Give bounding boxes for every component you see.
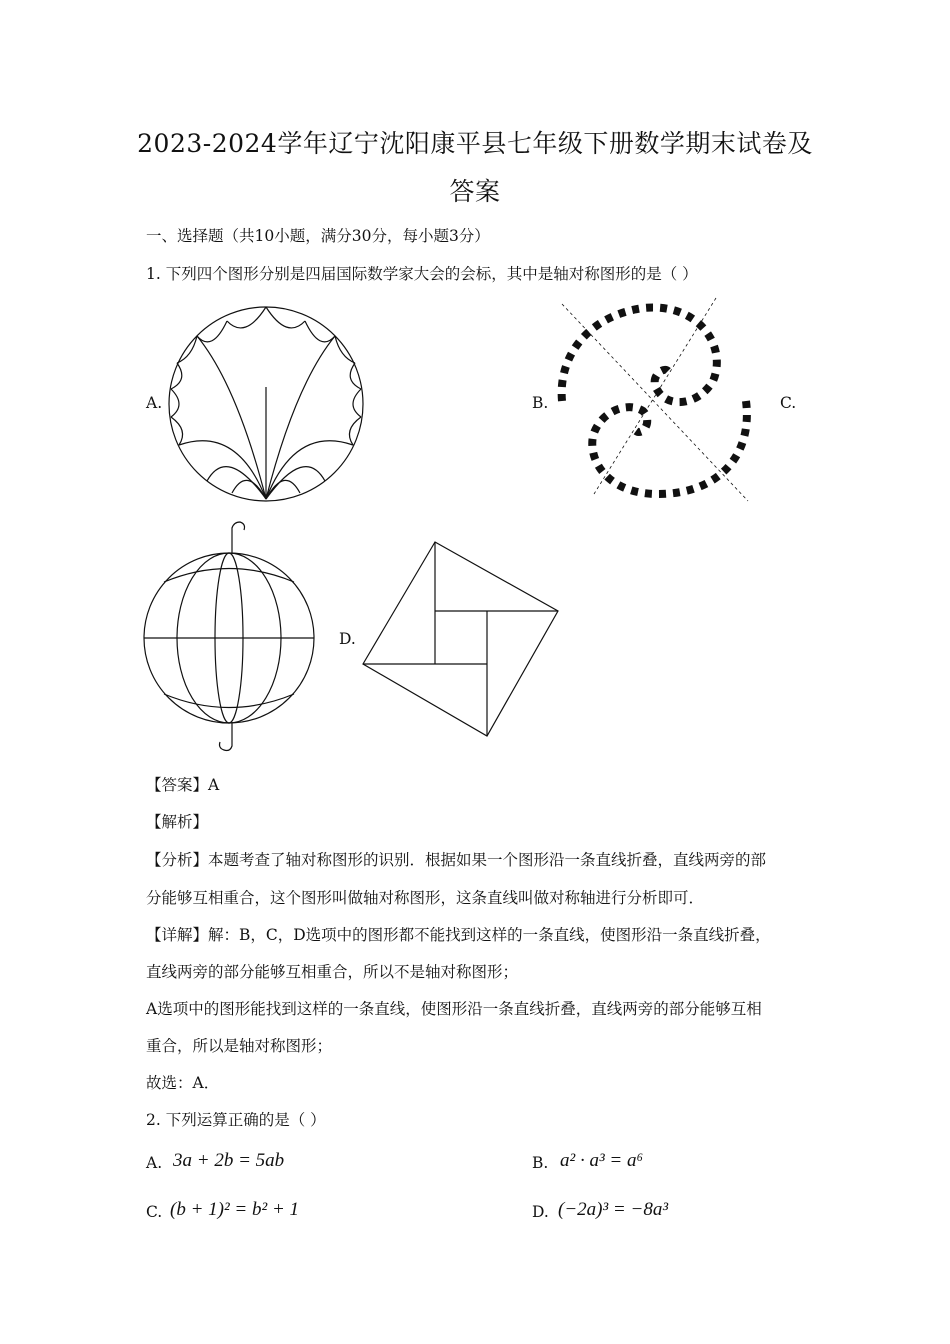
- q2-option-a-expr: 3a + 2b = 5ab: [173, 1150, 285, 1171]
- q1-answer: 【答案】A: [146, 776, 220, 794]
- document-title-line2: 答案: [449, 177, 501, 206]
- q1-option-c-label: C.: [780, 394, 797, 412]
- q1-detail-line1: 【详解】解：B，C，D选项中的图形都不能找到这样的一条直线，使图形沿一条直线折叠，: [146, 926, 771, 944]
- question-2-stem: 2. 下列运算正确的是（ ）: [146, 1111, 326, 1129]
- question-1-stem: 1. 下列四个图形分别是四届国际数学家大会的会标，其中是轴对称图形的是（ ）: [146, 265, 698, 283]
- q1-choose: 故选：A．: [146, 1074, 220, 1092]
- q2-option-a-label: A.: [146, 1154, 163, 1172]
- figure-c-globe: [142, 520, 317, 752]
- figure-a-circle-arcs: [167, 305, 365, 503]
- q1-detail-line3: A选项中的图形能找到这样的一条直线，使图形沿一条直线折叠，直线两旁的部分能够互相: [146, 1000, 762, 1018]
- q1-option-a-label: A.: [146, 394, 163, 412]
- q1-option-d-label: D.: [339, 630, 356, 648]
- q1-detail-line4: 重合，所以是轴对称图形；: [146, 1037, 333, 1055]
- figure-d-square-pinwheel: [360, 540, 562, 738]
- q2-option-b-label: B.: [532, 1154, 549, 1172]
- document-title-line1: 2023-2024学年辽宁沈阳康平县七年级下册数学期末试卷及: [137, 129, 813, 158]
- q1-detail-line2: 直线两旁的部分能够互相重合，所以不是轴对称图形；: [146, 963, 519, 981]
- section-heading: 一、选择题（共10小题，满分30分，每小题3分）: [146, 227, 490, 245]
- q2-option-b-expr: a² · a³ = a⁶: [560, 1150, 644, 1171]
- q1-analysis-header: 【解析】: [146, 813, 209, 831]
- q1-option-b-label: B.: [532, 394, 549, 412]
- q1-analysis-line1: 【分析】本题考查了轴对称图形的识别．根据如果一个图形沿一条直线折叠，直线两旁的部: [146, 851, 767, 869]
- q2-option-c-label: C.: [146, 1203, 163, 1221]
- q2-option-c-expr: (b + 1)² = b² + 1: [170, 1199, 300, 1220]
- q2-option-d-expr: (−2a)³ = −8a³: [558, 1199, 669, 1220]
- q2-option-d-label: D.: [532, 1203, 549, 1221]
- figure-b-dotted-spirals: [548, 296, 768, 506]
- q1-analysis-line2: 分能够互相重合，这个图形叫做轴对称图形，这条直线叫做对称轴进行分析即可．: [146, 889, 705, 907]
